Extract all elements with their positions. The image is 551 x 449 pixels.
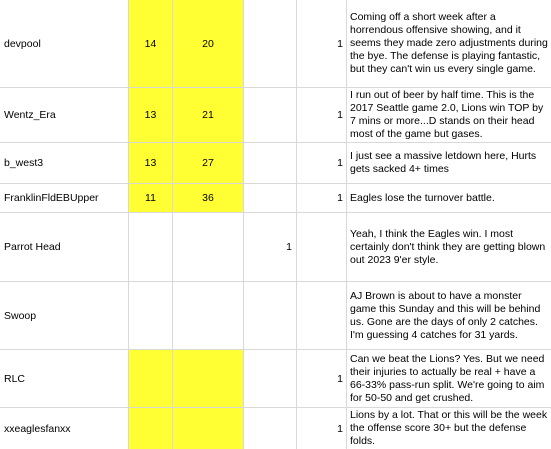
table-row — [0, 88, 551, 143]
score-a-cell[interactable]: 11 — [129, 184, 173, 212]
count-c-cell[interactable] — [244, 0, 297, 87]
score-b-cell[interactable]: 36 — [173, 184, 244, 212]
username-cell[interactable]: xxeaglesfanxx — [0, 408, 129, 449]
comment-cell[interactable]: I run out of beer by half time. This is the 2017 Seattle game 2.0, Lions win TOP by 7 mins or more...D stands on their head most of the game but gases. — [350, 89, 544, 140]
username-cell[interactable]: Parrot Head — [0, 213, 129, 281]
comment-cell[interactable]: Eagles lose the turnover battle. — [350, 191, 495, 204]
comment-cell[interactable]: Yeah, I think the Eagles win. I most certainly don't think they are getting blown out 2023 9'er style. — [350, 227, 546, 266]
username-cell[interactable]: FranklinFldEBUpper — [0, 184, 129, 212]
table-row — [0, 282, 551, 350]
score-b-cell[interactable] — [173, 282, 244, 349]
count-c-cell[interactable]: 1 — [244, 213, 297, 281]
score-a-cell[interactable] — [129, 213, 173, 281]
comment-cell[interactable]: AJ Brown is about to have a monster game this Sunday and this will be behind us. Gone are the days of only 2 catches. I'm guessing 4 catches for 31 yards. — [350, 289, 541, 341]
score-a-cell[interactable] — [129, 350, 173, 407]
comment-cell[interactable]: Lions by a lot. That or this will be the week the offense score 30+ but the defense folds. — [350, 409, 548, 447]
score-b-cell[interactable]: 27 — [173, 143, 244, 183]
score-a-cell[interactable]: 13 — [129, 88, 173, 142]
count-d-cell[interactable]: 1 — [297, 0, 347, 87]
count-c-cell[interactable] — [244, 143, 297, 183]
comment-cell[interactable]: Can we beat the Lions? Yes. But we need their injuries to actually be real + have a 66-33% pass-run split. We're going to aim for 50-50 and get crushed. — [350, 352, 545, 404]
table-row — [0, 0, 551, 88]
score-a-cell[interactable] — [129, 408, 173, 449]
table-row — [0, 143, 551, 184]
count-c-cell[interactable] — [244, 88, 297, 142]
username-cell[interactable]: Swoop — [0, 282, 129, 349]
score-a-cell[interactable] — [129, 282, 173, 349]
score-b-cell[interactable]: 21 — [173, 88, 244, 142]
score-a-cell[interactable]: 13 — [129, 143, 173, 183]
count-d-cell[interactable]: 1 — [297, 408, 347, 449]
score-a-cell[interactable]: 14 — [129, 0, 173, 87]
count-d-cell[interactable] — [297, 213, 347, 281]
table-row — [0, 408, 551, 449]
score-b-cell[interactable] — [173, 408, 244, 449]
score-b-cell[interactable]: 20 — [173, 0, 244, 87]
table-row — [0, 350, 551, 408]
count-c-cell[interactable] — [244, 350, 297, 407]
table-row — [0, 213, 551, 282]
count-d-cell[interactable]: 1 — [297, 184, 347, 212]
count-c-cell[interactable] — [244, 408, 297, 449]
count-c-cell[interactable] — [244, 184, 297, 212]
comment-cell[interactable]: I just see a massive letdown here, Hurts gets sacked 4+ times — [350, 150, 537, 175]
username-cell[interactable]: RLC — [0, 350, 129, 407]
username-cell[interactable]: b_west3 — [0, 143, 129, 183]
count-d-cell[interactable]: 1 — [297, 88, 347, 142]
table-row — [0, 184, 551, 213]
count-d-cell[interactable] — [297, 282, 347, 349]
username-cell[interactable]: Wentz_Era — [0, 88, 129, 142]
count-d-cell[interactable]: 1 — [297, 143, 347, 183]
score-b-cell[interactable] — [173, 213, 244, 281]
username-cell[interactable]: devpool — [0, 0, 129, 87]
count-c-cell[interactable] — [244, 282, 297, 349]
count-d-cell[interactable]: 1 — [297, 350, 347, 407]
score-b-cell[interactable] — [173, 350, 244, 407]
comment-cell[interactable]: Coming off a short week after a horrendous offensive showing, and it seems they made zero adjustments during the bye. The defense is playing fantastic, but they can't win us every single game. — [350, 11, 548, 75]
